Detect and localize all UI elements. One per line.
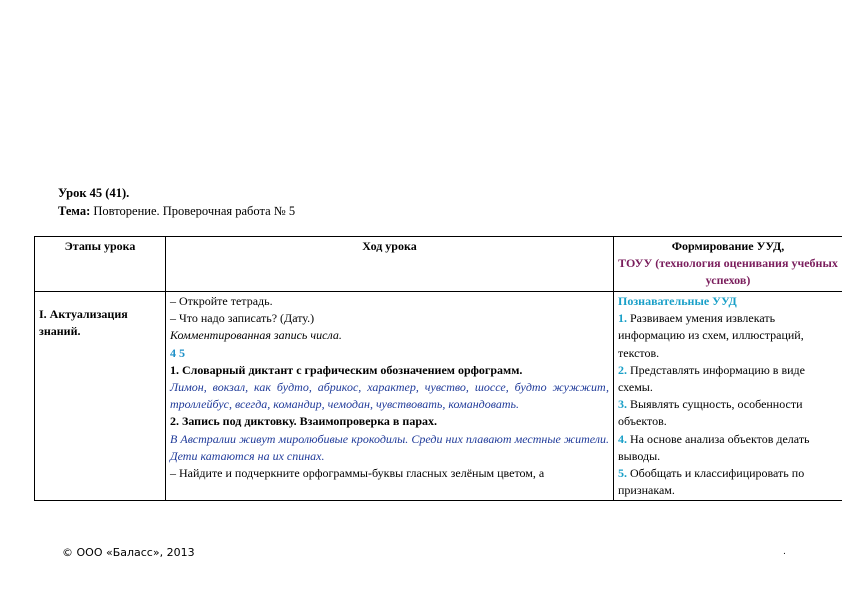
header-stages: Этапы урока — [35, 237, 166, 292]
uud-title: Познавательные УУД — [618, 294, 737, 308]
uud-item-2: 2. Представлять информацию в виде схемы. — [618, 362, 805, 395]
theme-label: Тема: — [58, 204, 91, 218]
footer-copyright: © ООО «Баласс», 2013 — [62, 546, 195, 559]
course-line-3: Комментированная запись числа. — [170, 328, 342, 343]
course-line-2: – Что надо записать? (Дату.) — [170, 311, 315, 326]
course-line-5: 1. Словарный диктант с графическим обозначением орфограмм. — [170, 362, 523, 377]
uud-cell — [614, 292, 842, 501]
footer-dot: . — [783, 547, 786, 557]
uud-item-1: 1. Развиваем умения извлекать информацию из схем, иллюстраций, текстов. — [618, 311, 804, 360]
course-line-9: – Найдите и подчеркните орфограммы-буквы гласных зелёным цветом, а — [170, 466, 545, 481]
course-dictation-text: В Австралии живут миролюбивые крокодилы. Среди них плавают местные жители. Дети катаются на их спинах. — [170, 431, 609, 463]
lesson-header — [58, 184, 295, 220]
course-dictation-words: Лимон, вокзал, как будто, абрикос, характер, чувство, шоссе, будто жужжит, троллейбус, всегда, командир, чемодан, чувствовать, командовать. — [170, 380, 609, 412]
table-row — [35, 292, 842, 501]
header-uud-line1: Формирование УУД, — [671, 239, 785, 253]
course-cell — [166, 292, 614, 501]
header-uud — [614, 237, 842, 292]
uud-item-3: 3. Выявлять сущность, особенности объектов. — [618, 397, 803, 429]
stage-cell: I. Актуализация знаний. — [35, 292, 166, 501]
uud-item-5: 5. Обобщать и классифицировать по признакам. — [618, 466, 805, 498]
course-line-1: – Откройте тетрадь. — [170, 294, 273, 308]
theme-text: Повторение. Проверочная работа № 5 — [90, 204, 296, 218]
uud-item-4: 4. На основе анализа объектов делать выводы. — [618, 431, 810, 463]
course-line-4: 4 5 — [170, 345, 185, 360]
header-course: Ход урока — [166, 237, 614, 292]
lesson-plan-table — [34, 236, 842, 501]
header-uud-line2: ТОУУ (технология оценивания учебных успехов) — [618, 256, 838, 288]
lesson-theme — [58, 202, 295, 220]
course-line-7: 2. Запись под диктовку. Взаимопроверка в парах. — [170, 414, 437, 429]
lesson-number: Урок 45 (41). — [58, 186, 130, 200]
table-header-row — [35, 237, 842, 292]
